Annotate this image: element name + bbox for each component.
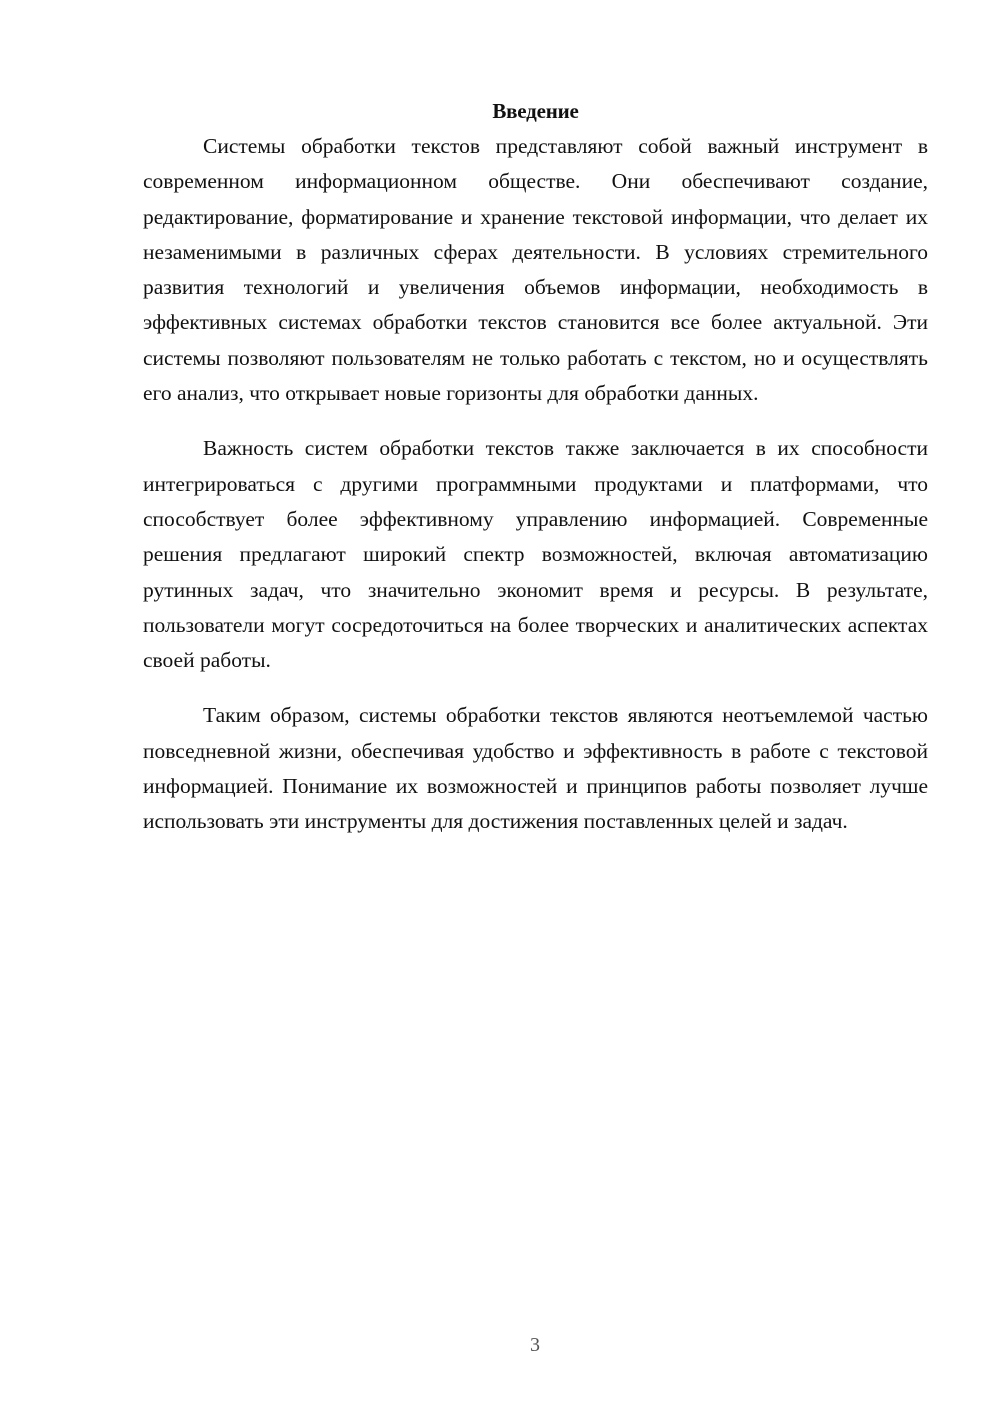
paragraph-1: Системы обработки текстов представляют собой важный инструмент в современном информационном обществе. Они обеспечивают создание, редактирование, форматирование и хранение текстовой информации, что делает их незаменимыми в различных сферах деятельности. В условиях стремительного развития технологий и увеличения объемов информации, необходимость в эффективных системах обработки текстов становится все более актуальной. Эти системы позволяют пользователям не только работать с текстом, но и осуществлять его анализ, что открывает новые горизонты для обработки данных. (143, 134, 928, 406)
section-title: Введение (492, 99, 579, 123)
page-number: 3 (530, 1334, 540, 1356)
page-content (143, 94, 928, 840)
paragraph-2: Важность систем обработки текстов также заключается в их способности интегрироваться с другими программными продуктами и платформами, что способствует более эффективному управлению информацией. Современные решения предлагают широкий спектр возможностей, включая автоматизацию рутинных задач, что значительно экономит время и ресурсы. В результате, пользователи могут сосредоточиться на более творческих и аналитических аспектах своей работы. (143, 436, 928, 673)
paragraph-3: Таким образом, системы обработки текстов являются неотъемлемой частью повседневной жизни, обеспечивая удобство и эффективность в работе с текстовой информацией. Понимание их возможностей и принципов работы позволяет лучше использовать эти инструменты для достижения поставленных целей и задач. (143, 703, 928, 834)
